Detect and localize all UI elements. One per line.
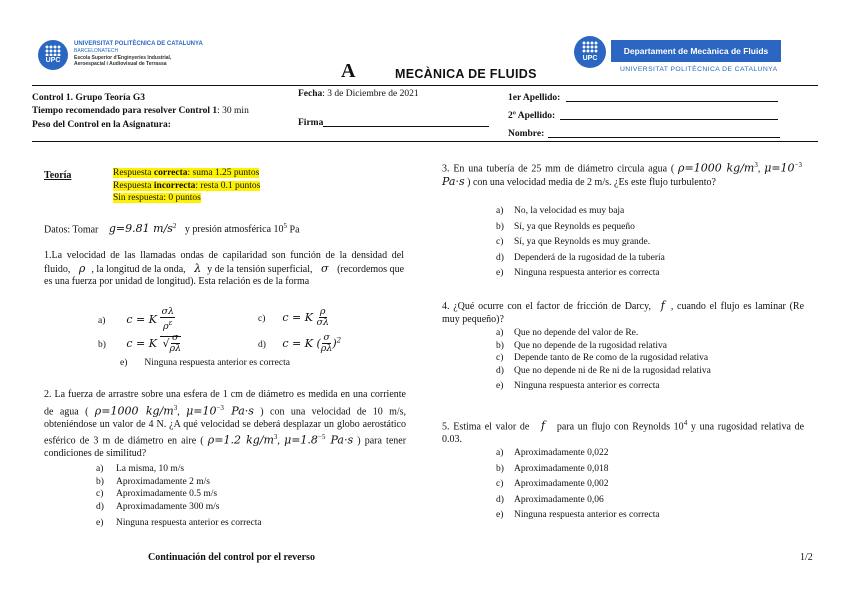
q2-option-a-label: La misma, 10 m/s [116, 464, 185, 474]
q5-text-a: 5. Estima el valor de [442, 421, 530, 433]
q2-mu: μ=10 [186, 403, 217, 417]
q3-option-b[interactable] [496, 220, 665, 236]
q1-option-d-key: d) [258, 339, 266, 350]
q1-option-e-key: e) [120, 358, 128, 368]
datos-g-exp: 2 [172, 222, 177, 230]
q2-option-c-key: c) [96, 489, 104, 499]
upc-barcelonatech: BARCELONATECH [74, 48, 119, 54]
q4-option-d-label: Que no depende ni de Re ni de la rugosidad relativa [514, 365, 711, 376]
q5-option-b-key: b) [496, 463, 504, 474]
q5-option-d[interactable] [496, 493, 660, 509]
fecha-line [298, 88, 419, 101]
dept-name: Departament de Mecànica de Fluids [623, 46, 769, 56]
q3-option-d-key: d) [496, 252, 504, 263]
q4-option-b[interactable] [496, 340, 711, 353]
fecha-label: Fecha [298, 89, 323, 99]
q2-option-d-label: Aproximadamente 300 m/s [116, 501, 220, 512]
dept-univ: UNIVERSITAT POLITÈCNICA DE CATALUNYA [620, 66, 778, 73]
q1-text-a: 1.La velocidad de las llamadas ondas de capilaridad son función de la densidad del fluido, [44, 250, 404, 275]
q2-option-b-key: b) [96, 476, 104, 487]
q5-option-c-label: Aproximadamente 0,002 [514, 479, 609, 489]
footer-continue: Continuación del control por el reverso [148, 552, 315, 563]
datos-pre: Datos: Tomar [44, 224, 99, 236]
q1-option-b[interactable] [98, 333, 181, 354]
tiempo-line [32, 105, 249, 118]
q1-text-c: y de la tensión superficial, [207, 263, 313, 275]
datos-patm-exp: 5 [283, 222, 288, 230]
control-title: Control 1. Grupo Teoría G3 [32, 93, 146, 103]
score-blank-text: Sin respuesta: 0 puntos [113, 193, 201, 203]
q1-text [44, 250, 404, 289]
firma-label: Firma [298, 118, 324, 128]
q4-option-d[interactable] [496, 365, 711, 378]
q2-text-c: ) para tener condiciones de similitud? [44, 435, 407, 460]
q1-b-ck: c = K [126, 336, 157, 350]
q3-option-e-label: Ninguna respuesta anterior es correcta [514, 268, 660, 278]
q4-f: f [660, 299, 665, 312]
score-blank [113, 192, 260, 205]
score-correct [113, 167, 260, 180]
nombre-field[interactable] [548, 137, 780, 138]
upc-school-line1: Escola Superior d'Enginyeries Industrial, [74, 55, 172, 61]
q1-c-ck: c = K [282, 310, 313, 324]
q4-option-a[interactable] [496, 327, 711, 340]
datos-pa: Pa [289, 224, 300, 236]
score-incorrect-pre: Respuesta [113, 180, 154, 191]
q3-option-a-label: No, la velocidad es muy baja [514, 206, 625, 216]
q3-option-e[interactable] [496, 266, 665, 282]
q4-text [442, 300, 804, 326]
q3-option-b-key: b) [496, 221, 504, 232]
q1-option-b-key: b) [98, 339, 106, 350]
q3-option-a[interactable] [496, 204, 665, 220]
q2-option-e-key: e) [96, 518, 104, 528]
q2-option-c[interactable] [96, 488, 262, 501]
q4-option-e-key: e) [496, 381, 504, 391]
q1-option-c-formula [282, 306, 329, 328]
score-incorrect-post: : resta 0.1 puntos [195, 180, 261, 191]
q1-d-ck: c = K [282, 336, 313, 350]
q3-option-c[interactable] [496, 235, 665, 251]
q5-option-b-label: Aproximadamente 0,018 [514, 463, 609, 474]
scoring-box [113, 167, 260, 205]
q5-option-b[interactable] [496, 462, 660, 478]
q1-b-sqrt: √ $\frac{\sigma}{\rho\lambda}$ [162, 332, 182, 354]
q2-option-e-label: Ninguna respuesta anterior es correcta [116, 518, 262, 528]
q3-options [496, 204, 665, 282]
q1-d-frac: $\frac{\sigma}{\rho\lambda}$ [320, 332, 333, 354]
q4-option-a-label: Que no depende del valor de Re. [514, 328, 639, 338]
q1-option-e[interactable] [120, 357, 290, 369]
q1-option-c-key: c) [258, 313, 266, 324]
upc-school-block [74, 41, 203, 67]
q4-option-b-key: b) [496, 340, 504, 351]
q1-option-a-key: a) [98, 315, 106, 326]
nombre-label: Nombre: [508, 129, 545, 139]
q1-option-e-label: Ninguna respuesta anterior es correcta [144, 358, 290, 368]
upc-logo-right-text: UPC [582, 55, 598, 62]
datos-line [44, 220, 300, 236]
q4-text-a: 4. ¿Qué ocurre con el factor de fricción de Darcy, [442, 301, 651, 312]
q1-a-ck: c = K [126, 312, 157, 326]
q1-sigma: σ [321, 261, 329, 275]
q3-option-b-label: Sí, ya que Reynolds es pequeño [514, 221, 635, 232]
tiempo-label: Tiempo recomendado para resolver Control 1 [32, 106, 218, 116]
firma-field[interactable] [323, 126, 489, 127]
q2-option-d-key: d) [96, 501, 104, 512]
exam-version: A [341, 60, 356, 82]
tiempo-value: : 30 min [217, 106, 249, 116]
q1-option-a-formula [126, 306, 175, 333]
score-correct-post: : suma 1.25 puntos [187, 168, 260, 178]
apellido2-label: 2º Apellido: [508, 111, 556, 121]
q2-text-b: ) con una velocidad de 10 m/s, obteniéndose un valor de 4 N. ¿A qué velocidad se deberá desplazar un globo aerostático esférico de 3 m de diámetro en aire ( [44, 405, 407, 447]
q5-f: f [541, 419, 546, 433]
q3-option-c-key: c) [496, 237, 504, 247]
q2-mu2: μ=1.8 [284, 433, 318, 447]
header-rule-bottom [32, 141, 818, 142]
upc-school-line2: Aeroespacial i Audiovisual de Terrassa [74, 61, 167, 67]
q2-option-a-key: a) [96, 464, 104, 474]
subject-title: MECÀNICA DE FLUIDS [395, 67, 537, 81]
q4-option-d-key: d) [496, 365, 504, 376]
q4-option-b-label: Que no depende de la rugosidad relativa [514, 340, 667, 351]
header-rule-top [32, 85, 818, 86]
q3-text: 3. En una tubería de 25 mm de diámetro circula agua ( ρ=1000 $kg/m^3$, $\mu=10^{-3}$ Pa·s ) con una velocidad media de 2 m/s. ¿Es este flujo turbulento? [442, 161, 803, 188]
teoria-title: Teoría [44, 170, 72, 181]
q1-option-d-formula: c = K ( $\frac{\sigma}{\rho\lambda}$ )$^2$ [282, 332, 342, 354]
apellido1-field[interactable] [566, 101, 778, 102]
q3-text-a: 3. En una tubería de 25 mm de diámetro circula agua ( [442, 163, 675, 175]
q2-option-a[interactable] [96, 463, 262, 476]
dept-banner [611, 40, 781, 62]
q5-text-c: y una rugosidad relativa de 0.03. [442, 421, 805, 445]
upc-logo-right-dots [582, 41, 598, 53]
upc-logo-left [38, 40, 68, 70]
q1-option-b-formula [126, 332, 182, 354]
q1-text-b: , la longitud de la onda, [91, 263, 186, 275]
q4-options [496, 327, 711, 393]
q5-option-a-key: a) [496, 448, 504, 458]
q3-option-d-label: Dependerá de la rugosidad de la tubería [514, 252, 665, 263]
upc-logo-text: UPC [45, 57, 61, 64]
q3-rho: ρ=1000 kg/m [678, 161, 755, 175]
q1-option-a[interactable] [98, 307, 175, 332]
q1-text-d: (recordemos que es una fuerza por unidad de longitud). Esta relación es de la forma [44, 263, 405, 288]
q2-option-d[interactable] [96, 501, 262, 514]
q4-option-c-label: Depende tanto de Re como de la rugosidad relativa [514, 353, 709, 363]
score-incorrect [113, 180, 260, 193]
q5-option-e-key: e) [496, 510, 504, 520]
q5-option-e-label: Ninguna respuesta anterior es correcta [514, 510, 660, 520]
score-correct-bold: correcta [153, 168, 188, 178]
q2-text: 2. La fuerza de arrastre sobre una esfera de 1 cm de diámetro es medida en una corriente de agua ( ρ=1000 $kg/m^3$, $\mu=10^{-3}$ Pa·s ) con una velocidad de 10 m/s, obteniéndose un valor de 4 N. ¿A qué velocidad se deberá desplazar un globo aerostático esférico de 3 m de diámetro en aire ( ρ=1.2 $kg/m^3$, $\mu=1.8^{-5}$ Pa·s ) para tener condiciones de similitud? [44, 389, 407, 460]
q2-rho: ρ=1000 kg/m [94, 403, 174, 417]
q2-options [96, 463, 262, 530]
q5-option-c-key: c) [496, 479, 504, 489]
q1-option-c[interactable] [258, 307, 329, 328]
q2-option-b[interactable] [96, 476, 262, 489]
datos-post: y presión atmosférica 10 [184, 224, 284, 236]
q5-option-a[interactable] [496, 446, 660, 462]
q4-option-e[interactable] [496, 380, 711, 393]
q2-text-a: 2. La fuerza de arrastre sobre una esfera de 1 cm de diámetro es medida en una corriente de agua ( [44, 389, 406, 417]
q5-option-d-label: Aproximadamente 0,06 [514, 494, 604, 505]
q4-text-b: , cuando el flujo es laminar (Re muy pequeño)? [442, 301, 805, 325]
apellido1-label: 1er Apellido: [508, 93, 561, 103]
q1-option-d[interactable] [258, 333, 341, 354]
upc-univ-name: UNIVERSITAT POLITÈCNICA DE CATALUNYA [74, 41, 203, 47]
q3-option-d[interactable] [496, 251, 665, 267]
fecha-value: : 3 de Diciembre de 2021 [322, 89, 419, 99]
q5-text: 5. Estima el valor de f para un flujo con Reynolds $10^4$ y una rugosidad relativa de 0.03. [442, 419, 805, 445]
upc-logo-right [574, 36, 606, 68]
q4-option-e-label: Ninguna respuesta anterior es correcta [514, 381, 660, 391]
q1-lambda: λ [194, 261, 202, 275]
q2-rho2: ρ=1.2 kg/m [207, 433, 274, 447]
peso-label: Peso del Control en la Asignatura: [32, 120, 171, 130]
datos-g: g=9.81 m/s [108, 222, 173, 236]
upc-logo-dots [45, 45, 61, 56]
q1-a-frac: $\frac{\sigma\lambda}{\rho^\varepsilon}$ [161, 306, 174, 333]
q5-option-a-label: Aproximadamente 0,022 [514, 448, 609, 458]
q4-option-a-key: a) [496, 328, 504, 338]
q2-option-e[interactable] [96, 517, 262, 530]
q1-rho: ρ [78, 261, 86, 275]
q5-option-e[interactable] [496, 508, 660, 524]
q2-option-b-label: Aproximadamente 2 m/s [116, 476, 210, 487]
q5-option-d-key: d) [496, 494, 504, 505]
q5-options [496, 446, 660, 524]
score-incorrect-bold: incorrecta [153, 180, 196, 191]
q3-option-e-key: e) [496, 268, 504, 278]
q4-option-c[interactable] [496, 352, 711, 365]
q3-option-a-key: a) [496, 206, 504, 216]
q3-option-c-label: Sí, ya que Reynolds es muy grande. [514, 237, 651, 247]
footer-page-number: 1/2 [800, 552, 813, 563]
q2-option-c-label: Aproximadamente 0.5 m/s [116, 489, 218, 499]
q4-option-c-key: c) [496, 353, 504, 363]
q5-option-c[interactable] [496, 477, 660, 493]
q5-text-b: para un flujo con Reynolds 10 [556, 421, 684, 433]
score-correct-pre: Respuesta [113, 168, 154, 178]
q1-c-frac: $\frac{\rho}{\sigma\lambda}$ [316, 306, 329, 328]
q3-text-b: ) con una velocidad media de 2 m/s. ¿Es este flujo turbulento? [467, 176, 716, 188]
q3-mu: μ=10 [764, 161, 795, 175]
apellido2-field[interactable] [560, 119, 778, 120]
